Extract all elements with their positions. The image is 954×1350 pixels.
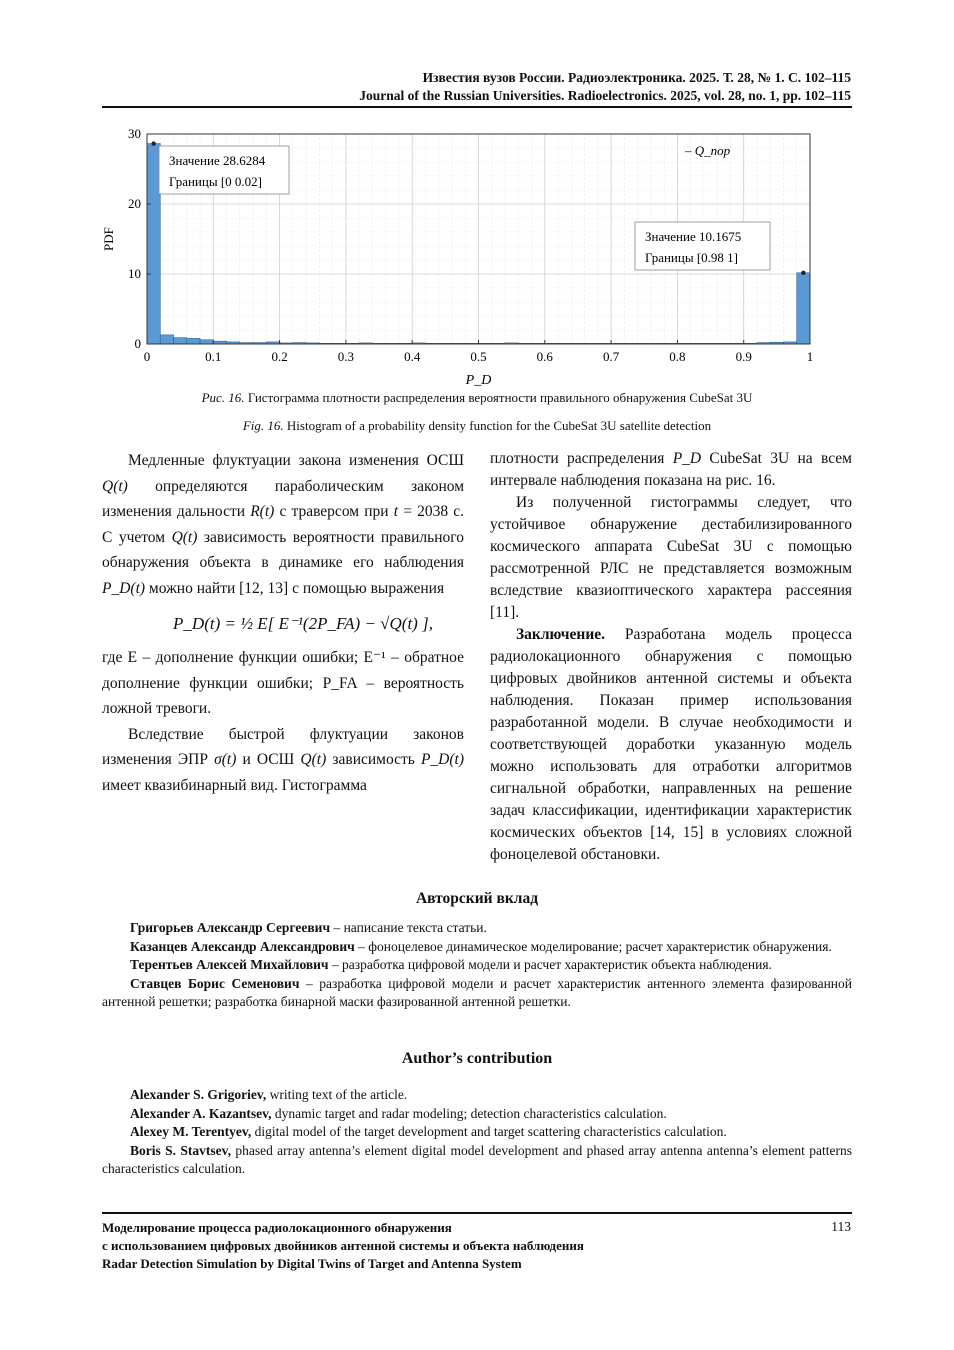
contrib-item — [102, 1142, 852, 1179]
footer-rule — [102, 1212, 852, 1214]
contrib-item — [102, 938, 852, 957]
left-paragraph-1: Медленные флуктуации закона изменения ОСШ Q(t) определяются параболическим законом изменения дальности R(t) с траверсом при t = 2038 с. С учетом Q(t) зависимость вероятности правильного обнаружения объекта в динамике его наблюдения P_D(t) можно найти [12, 13] с помощью выражения — [102, 452, 465, 597]
histogram-chart — [95, 122, 820, 387]
datatip-marker — [151, 141, 155, 145]
header-rule — [102, 106, 852, 108]
right-paragraph-1: плотности распределения P_D CubeSat 3U на всем интервале наблюдения показана на рис. 16. — [490, 450, 852, 489]
right-column — [490, 448, 852, 866]
histogram-bar — [174, 338, 187, 344]
x-tick-label: 0.2 — [271, 349, 288, 364]
contrib-author-name: Boris S. Stavtsev, — [130, 1142, 231, 1158]
x-tick-label: 0 — [143, 349, 151, 364]
footer-line-1: Моделирование процесса радиолокационного обнаружения — [102, 1220, 452, 1235]
x-tick-label: 0.8 — [669, 349, 686, 364]
x-tick-label: 0.9 — [735, 349, 752, 364]
figure-caption-ru — [102, 390, 852, 406]
histogram-bar — [797, 273, 810, 344]
datatip-value: Значение 10.1675 — [645, 229, 742, 244]
footer-line-2: с использованием цифровых двойников антенной системы и объекта наблюдения — [102, 1238, 584, 1253]
y-tick-label: 20 — [128, 196, 141, 211]
left-paragraph-2: где E – дополнение функции ошибки; E⁻¹ – обратное дополнение функции ошибки; P_FA – вероятность ложной тревоги. — [102, 649, 464, 717]
contrib-author-name: Григорьев Александр Сергеевич — [130, 920, 331, 935]
y-axis-label: PDF — [101, 227, 116, 251]
contrib-author-name: Терентьев Алексей Михайлович — [130, 957, 329, 972]
contrib-author-name: Alexey M. Terentyev, — [130, 1124, 252, 1139]
x-tick-label: 0.4 — [404, 349, 421, 364]
x-axis-label: P_D — [465, 373, 492, 387]
contrib-author-text: – разработка цифровой модели и расчет характеристик антенного элемента фазированной антенной решетки; разработка бинарной маски фазированной антенной решетки. — [102, 975, 853, 1009]
contrib-author-text: writing text of the article. — [266, 1087, 408, 1102]
histogram-bar — [160, 335, 173, 344]
contrib-item — [102, 956, 852, 975]
caption-ru-text: Гистограмма плотности распределения вероятности правильного обнаружения CubeSat 3U — [247, 390, 753, 405]
contrib-author-name: Alexander A. Kazantsev, — [130, 1105, 272, 1121]
y-tick-label: 0 — [134, 336, 141, 351]
contrib-en-list — [102, 1086, 852, 1179]
journal-header-en: Journal of the Russian Universities. Radioelectronics. 2025, vol. 28, no. 1, pp. 102–115 — [359, 88, 851, 103]
journal-header-ru: Известия вузов России. Радиоэлектроника. 2025. Т. 28, № 1. С. 102–115 — [422, 70, 851, 85]
left-paragraph-3: Вследствие быстрой флуктуации законов изменения ЭПР σ(t) и ОСШ Q(t) зависимость P_D(t) имеет квазибинарный вид. Гистограмма — [102, 725, 465, 794]
y-tick-label: 30 — [128, 126, 141, 141]
contrib-author-name: Alexander S. Grigoriev, — [130, 1087, 267, 1102]
contrib-author-text: dynamic target and radar modeling; detection characteristics calculation. — [271, 1105, 667, 1121]
contrib-ru-title: Авторский вклад — [415, 890, 539, 907]
datatip-bounds: Границы [0.98 1] — [645, 250, 738, 265]
contrib-item — [102, 1123, 852, 1142]
contrib-author-text: – фоноцелевое динамическое моделирование; расчет характеристик обнаружения. — [354, 938, 832, 954]
contrib-author-name: Казанцев Александр Александрович — [130, 938, 355, 954]
right-paragraph-2: Из полученной гистограммы следует, что устойчивое обнаружение дестабилизированного космического аппарата CubeSat 3U с помощью рассмотренной РЛС не представляется возможным вследствие квазиоптического характера рассеяния [11]. — [490, 494, 852, 621]
x-tick-label: 1 — [806, 349, 814, 364]
x-tick-label: 0.5 — [470, 349, 487, 364]
histogram-bar — [187, 338, 200, 344]
contrib-ru-list — [102, 919, 852, 1012]
running-footer — [102, 1219, 584, 1273]
caption-en-text: Histogram of a probability density function for the CubeSat 3U satellite detection — [286, 418, 712, 433]
journal-header — [359, 69, 851, 105]
caption-en-label: Fig. 16. — [242, 418, 284, 433]
x-tick-label: 0.6 — [536, 349, 553, 364]
contrib-item — [102, 1086, 852, 1105]
contrib-item — [102, 1105, 852, 1124]
page-number: 113 — [831, 1219, 851, 1234]
y-tick-label: 10 — [128, 266, 141, 281]
contrib-en-title: Author’s contribution — [401, 1050, 553, 1067]
legend-entry: – Q_пор — [685, 143, 731, 158]
figure-caption-en — [102, 418, 852, 434]
x-tick-label: 0.3 — [337, 349, 355, 364]
right-paragraph-3: Заключение. Разработана модель процесса радиолокационного обнаружения с помощью цифровых двойников антенной системы и объекта наблюдения. Показан пример использования разработанной модели. В случае необходимости и соответствующей доработки указанную модель можно использовать для отработки алгоритмов сигнальной обработки, направленных на решение задач классификации, идентификации характеристик космических объектов [14, 15] в условиях сложной фоноцелевой обстановки. — [490, 626, 852, 863]
contrib-author-name: Ставцев Борис Семенович — [130, 975, 300, 991]
footer-line-3: Radar Detection Simulation by Digital Twins of Target and Antenna System — [102, 1256, 522, 1271]
histogram-bar — [147, 144, 160, 344]
contrib-author-text: – разработка цифровой модели и расчет характеристик объекта наблюдения. — [328, 957, 772, 972]
contrib-item — [102, 975, 852, 1012]
contrib-author-text: phased array antenna’s element digital model development and phased array antenna antenna’s element patterns characteristics calculation. — [102, 1142, 853, 1176]
left-column — [102, 448, 464, 798]
formula-pd: P_D(t) = ½ E[ E⁻¹(2P_FA) − √Q(t) ], — [173, 614, 433, 633]
caption-ru-label: Рис. 16. — [201, 390, 245, 405]
contrib-item — [102, 919, 852, 938]
datatip-value: Значение 28.6284 — [169, 153, 266, 168]
histogram-bar — [200, 340, 213, 344]
x-tick-label: 0.1 — [205, 349, 222, 364]
x-tick-label: 0.7 — [602, 349, 620, 364]
contrib-author-text: – написание текста статьи. — [330, 920, 487, 935]
datatip-bounds: Границы [0 0.02] — [169, 174, 262, 189]
contrib-author-text: digital model of the target development and target scattering characteristics calculation. — [251, 1124, 727, 1139]
datatip-marker — [801, 271, 805, 275]
